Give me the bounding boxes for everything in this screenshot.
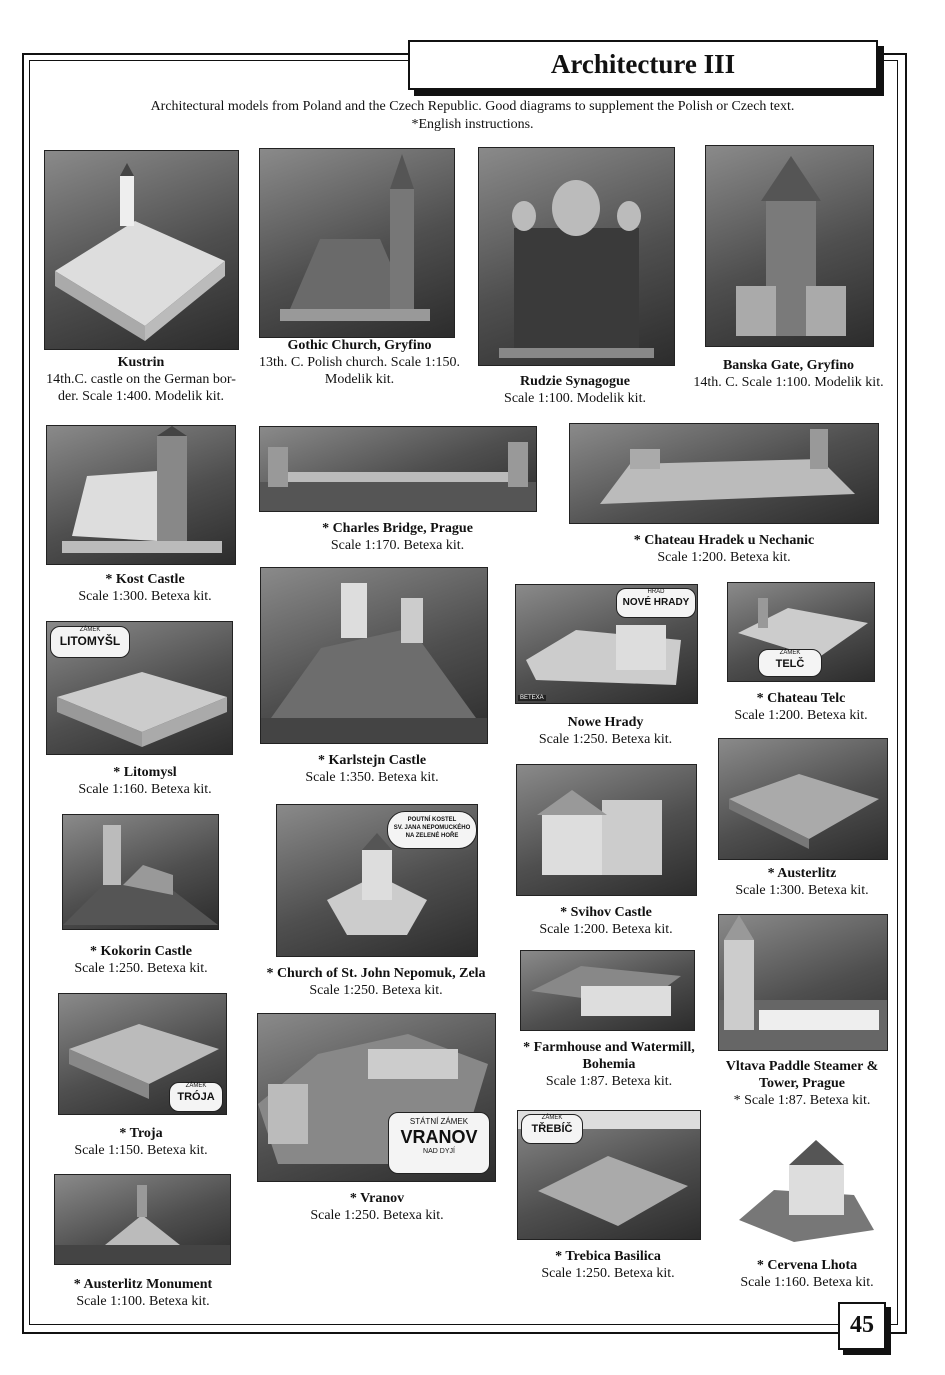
troja-label-main: TRÓJA (177, 1091, 215, 1103)
troja-label-top: ZÁMEK (185, 1083, 207, 1089)
charles-bridge-desc: Scale 1:170. Betexa kit. (330, 538, 465, 553)
hradek-photo (569, 423, 879, 524)
svihov-title: * Svihov Castle (560, 905, 652, 920)
kost-castle-title: * Kost Castle (105, 572, 185, 587)
vranov-desc: Scale 1:250. Betexa kit. (310, 1208, 444, 1223)
steamer-desc: * Scale 1:87. Betexa kit. (733, 1093, 871, 1108)
trebic-photo (517, 1110, 701, 1240)
charles-bridge-photo (259, 426, 537, 512)
telc-title: * Chateau Telc (756, 691, 846, 706)
steamer-title: Vltava Paddle Steamer & Tower, Prague (725, 1059, 879, 1091)
austerlitz-caption (716, 865, 888, 899)
intro-text: Architectural models from Poland and the Czech Republic. Good diagrams to supplement the Polish or Czech text. (150, 99, 795, 114)
hradek-caption (590, 532, 858, 566)
synagogue-caption (480, 373, 670, 407)
intro-note: *English instructions. (411, 117, 534, 132)
troja-title: * Troja (119, 1126, 163, 1141)
trebic-box-label (521, 1114, 583, 1144)
zelena-hora-box-label (387, 811, 477, 849)
vranov-box-label (388, 1112, 490, 1174)
litomysl-title: * Litomysl (113, 765, 177, 780)
synagogue-desc: Scale 1:100. Modelik kit. (504, 391, 646, 406)
telc-desc: Scale 1:200. Betexa kit. (734, 708, 868, 723)
telc-caption (716, 690, 886, 724)
austerlitz-monument-photo (54, 1174, 231, 1265)
cervena-lhota-desc: Scale 1:160. Betexa kit. (740, 1275, 874, 1290)
svihov-desc: Scale 1:200. Betexa kit. (539, 922, 673, 937)
gothic-church-desc: 13th. C. Polish church. Scale 1:150. Modelik kit. (258, 355, 461, 387)
zelena-hora-label-3: NA ZELENÉ HOŘE (405, 833, 459, 839)
litomysl-caption (46, 764, 244, 798)
vranov-photo (257, 1013, 496, 1182)
kustrin-photo (44, 150, 239, 350)
vranov-label-bottom: NAD DYJÍ (423, 1148, 455, 1155)
litomysl-desc: Scale 1:160. Betexa kit. (78, 782, 212, 797)
farmhouse-title: * Farmhouse and Watermill, Bohemia (523, 1040, 695, 1072)
gothic-church-photo (259, 148, 455, 338)
karlstejn-title: * Karlstejn Castle (317, 753, 427, 768)
vranov-label-main: VRANOV (400, 1127, 478, 1147)
farmhouse-photo (520, 950, 695, 1031)
svihov-photo (516, 764, 697, 896)
nove-hrady-box-label (616, 588, 696, 618)
kost-castle-caption (46, 571, 244, 605)
trebic-title: * Trebica Basilica (555, 1249, 661, 1264)
kustrin-caption (36, 354, 246, 405)
charles-bridge-caption (270, 520, 525, 554)
austerlitz-desc: Scale 1:300. Betexa kit. (735, 883, 869, 898)
austerlitz-monument-caption (44, 1276, 242, 1310)
betexa-logo: BETEXA (520, 695, 544, 701)
cervena-lhota-title: * Cervena Lhota (756, 1258, 858, 1273)
gothic-church-caption (252, 337, 467, 388)
farmhouse-caption (520, 1039, 698, 1090)
page-number: 45 (838, 1302, 886, 1350)
troja-desc: Scale 1:150. Betexa kit. (74, 1143, 208, 1158)
svihov-caption (520, 904, 692, 938)
synagogue-title: Rudzie Synagogue (519, 374, 631, 389)
austerlitz-photo (718, 738, 888, 860)
farmhouse-desc: Scale 1:87. Betexa kit. (545, 1074, 673, 1089)
zelena-hora-desc: Scale 1:250. Betexa kit. (309, 983, 443, 998)
banska-gate-desc: 14th. C. Scale 1:100. Modelik kit. (693, 375, 884, 390)
nove-hrady-label-main: NOVÉ HRADY (622, 597, 690, 608)
telc-photo (727, 582, 875, 682)
kustrin-desc: 14th.C. castle on the German bor-der. Scale 1:400. Modelik kit. (46, 372, 236, 404)
litomysl-label-top: ZÁMEK (79, 627, 101, 633)
trebic-caption (520, 1248, 696, 1282)
litomysl-label-main: LITOMYŠL (59, 634, 121, 648)
nowe-hrady-title: Nowe Hrady (567, 715, 644, 730)
kokorin-desc: Scale 1:250. Betexa kit. (74, 961, 208, 976)
kokorin-title: * Kokorin Castle (90, 944, 192, 959)
page-title-box (408, 40, 878, 90)
vranov-title: * Vranov (349, 1191, 405, 1206)
troja-box-label (169, 1082, 223, 1112)
steamer-photo (718, 914, 888, 1051)
nowe-hrady-caption (518, 714, 693, 748)
zelena-hora-caption (252, 965, 500, 999)
banska-gate-caption (686, 357, 891, 391)
hradek-title: * Chateau Hradek u Nechanic (633, 533, 815, 548)
zelena-hora-label-1: POUTNÍ KOSTEL (407, 817, 457, 823)
austerlitz-monument-title: * Austerlitz Monument (73, 1277, 213, 1292)
nowe-hrady-photo (515, 584, 698, 704)
synagogue-photo (478, 147, 675, 366)
troja-caption (46, 1125, 236, 1159)
karlstejn-photo (260, 567, 488, 744)
karlstejn-caption (272, 752, 472, 786)
troja-photo (58, 993, 227, 1115)
zelena-hora-title: * Church of St. John Nepomuk, Zela (266, 966, 486, 981)
vranov-label-top: STÁTNÍ ZÁMEK (409, 1117, 469, 1126)
telc-label-main: TELČ (775, 658, 805, 670)
kustrin-title: Kustrin (117, 355, 165, 370)
karlstejn-desc: Scale 1:350. Betexa kit. (305, 770, 439, 785)
vranov-caption (282, 1190, 472, 1224)
kost-castle-desc: Scale 1:300. Betexa kit. (78, 589, 212, 604)
banska-gate-photo (705, 145, 874, 347)
trebic-desc: Scale 1:250. Betexa kit. (541, 1266, 675, 1281)
trebic-label-top: ZÁMEK (541, 1115, 563, 1121)
zelena-hora-label-2: SV. JANA NEPOMUCKÉHO (393, 825, 471, 831)
telc-box-label (758, 649, 822, 677)
steamer-caption (712, 1058, 892, 1109)
hradek-desc: Scale 1:200. Betexa kit. (657, 550, 791, 565)
kost-castle-photo (46, 425, 236, 565)
telc-label-top: ZÁMEK (779, 650, 801, 656)
nove-hrady-label-top: HRAD (647, 589, 665, 595)
cervena-lhota-caption (712, 1257, 902, 1291)
kokorin-caption (46, 943, 236, 977)
charles-bridge-title: * Charles Bridge, Prague (322, 521, 473, 536)
litomysl-photo (46, 621, 233, 755)
zelena-hora-photo (276, 804, 478, 957)
austerlitz-title: * Austerlitz (767, 866, 837, 881)
page-title: Architecture III (550, 49, 736, 79)
litomysl-box-label (50, 626, 130, 658)
austerlitz-monument-desc: Scale 1:100. Betexa kit. (76, 1294, 210, 1309)
trebic-label-main: TŘEBÍČ (531, 1123, 573, 1135)
banska-gate-title: Banska Gate, Gryfino (722, 358, 855, 373)
cervena-lhota-photo (734, 1130, 877, 1246)
gothic-church-title: Gothic Church, Gryfino (287, 338, 432, 353)
kokorin-photo (62, 814, 219, 930)
nowe-hrady-desc: Scale 1:250. Betexa kit. (538, 732, 673, 747)
